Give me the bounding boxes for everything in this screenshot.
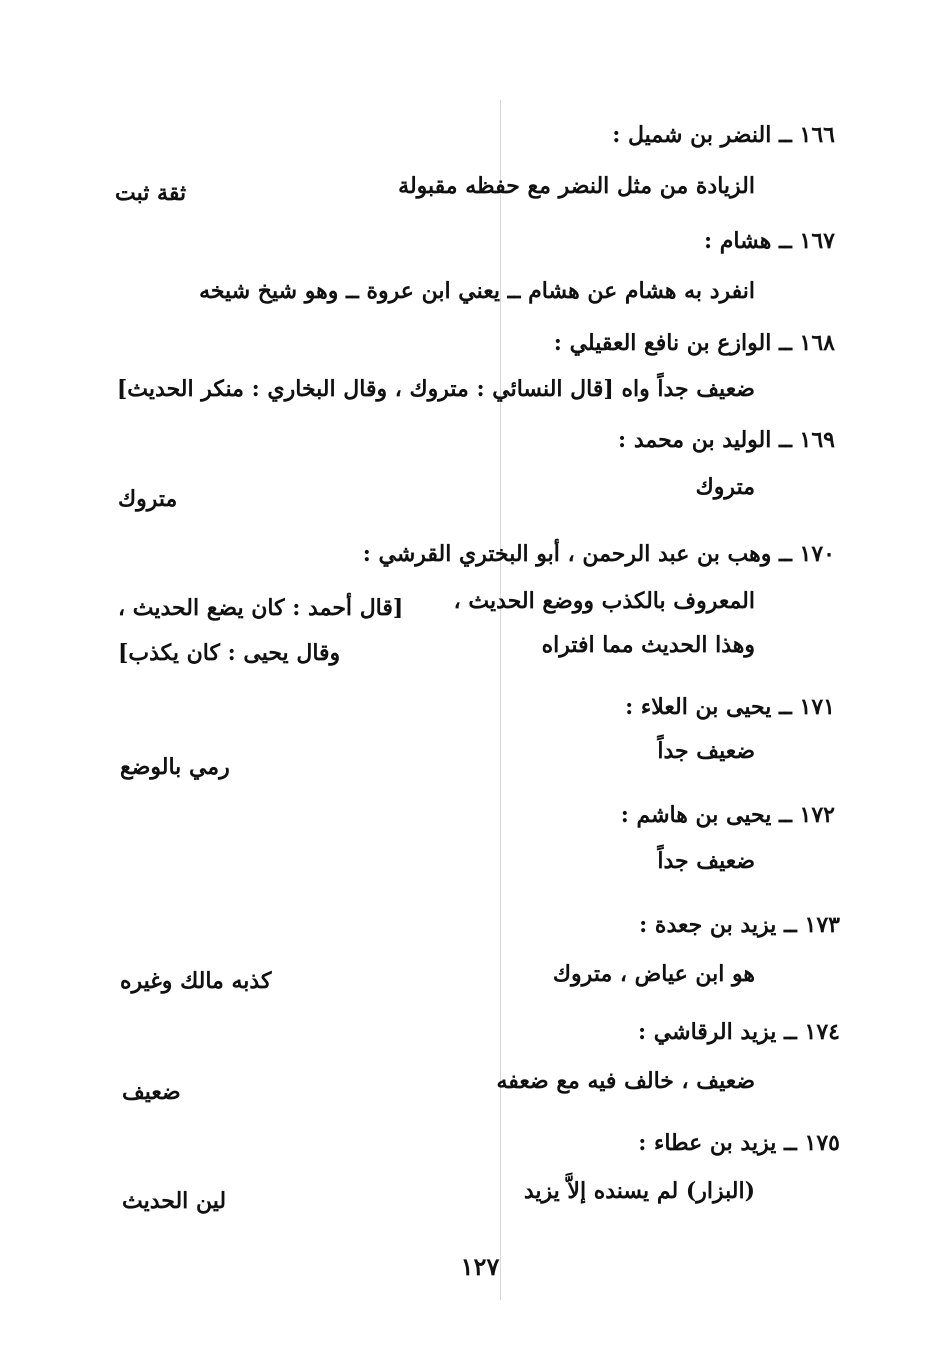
entry-heading: ١٧٥ ــ يزيد بن عطاء :	[638, 1130, 840, 1156]
entry-heading: ١٦٨ ــ الوازع بن نافع العقيلي :	[553, 330, 835, 356]
entry-body: وهذا الحديث مما افتراه	[541, 632, 755, 658]
entry-body: هو ابن عياض ، متروك	[552, 961, 755, 987]
entry-body: ضعيف جداً واه [قال النسائي : متروك ، وقال البخاري : منكر الحديث]	[116, 376, 755, 402]
entry-heading: ١٧١ ــ يحيى بن العلاء :	[625, 694, 835, 720]
entry-verdict: كذبه مالك وغيره	[120, 968, 272, 994]
entry-verdict: وقال يحيى : كان يكذب]	[118, 640, 341, 666]
entry-body: انفرد به هشام عن هشام ــ يعني ابن عروة ــ وهو شيخ شيخه	[199, 278, 755, 304]
entry-heading: ١٧٣ ــ يزيد بن جعدة :	[639, 912, 840, 938]
entry-verdict: رمي بالوضع	[120, 754, 230, 780]
page-number: ١٢٧	[460, 1252, 500, 1281]
entry-heading: ١٧٤ ــ يزيد الرقاشي :	[638, 1019, 840, 1045]
entry-verdict: ضعيف	[122, 1079, 181, 1105]
entry-verdict: ثقة ثبت	[115, 180, 187, 206]
entry-body: الزيادة من مثل النضر مع حفظه مقبولة	[398, 173, 755, 199]
entry-body: ضعيف جداً	[657, 738, 755, 764]
entry-heading: ١٧٢ ــ يحيى بن هاشم :	[620, 802, 835, 828]
entry-body: المعروف بالكذب ووضع الحديث ،	[453, 588, 755, 614]
entry-heading: ١٦٧ ــ هشام :	[704, 228, 835, 254]
entry-heading: ١٦٦ ــ النضر بن شميل :	[612, 122, 835, 148]
entry-body: (البزار) لم يسنده إلاَّ يزيد	[523, 1178, 755, 1204]
entry-heading: ١٦٩ ــ الوليد بن محمد :	[618, 427, 835, 453]
entry-body: ضعيف ، خالف فيه مع ضعفه	[496, 1068, 755, 1094]
entry-body: ضعيف جداً	[657, 848, 755, 874]
entry-body: متروك	[695, 474, 755, 500]
entry-verdict: متروك	[118, 486, 178, 512]
entry-heading: ١٧٠ ــ وهب بن عبد الرحمن ، أبو البختري القرشي :	[362, 541, 835, 567]
entry-verdict: [قال أحمد : كان يضع الحديث ،	[118, 595, 404, 621]
entry-verdict: لين الحديث	[122, 1188, 227, 1214]
